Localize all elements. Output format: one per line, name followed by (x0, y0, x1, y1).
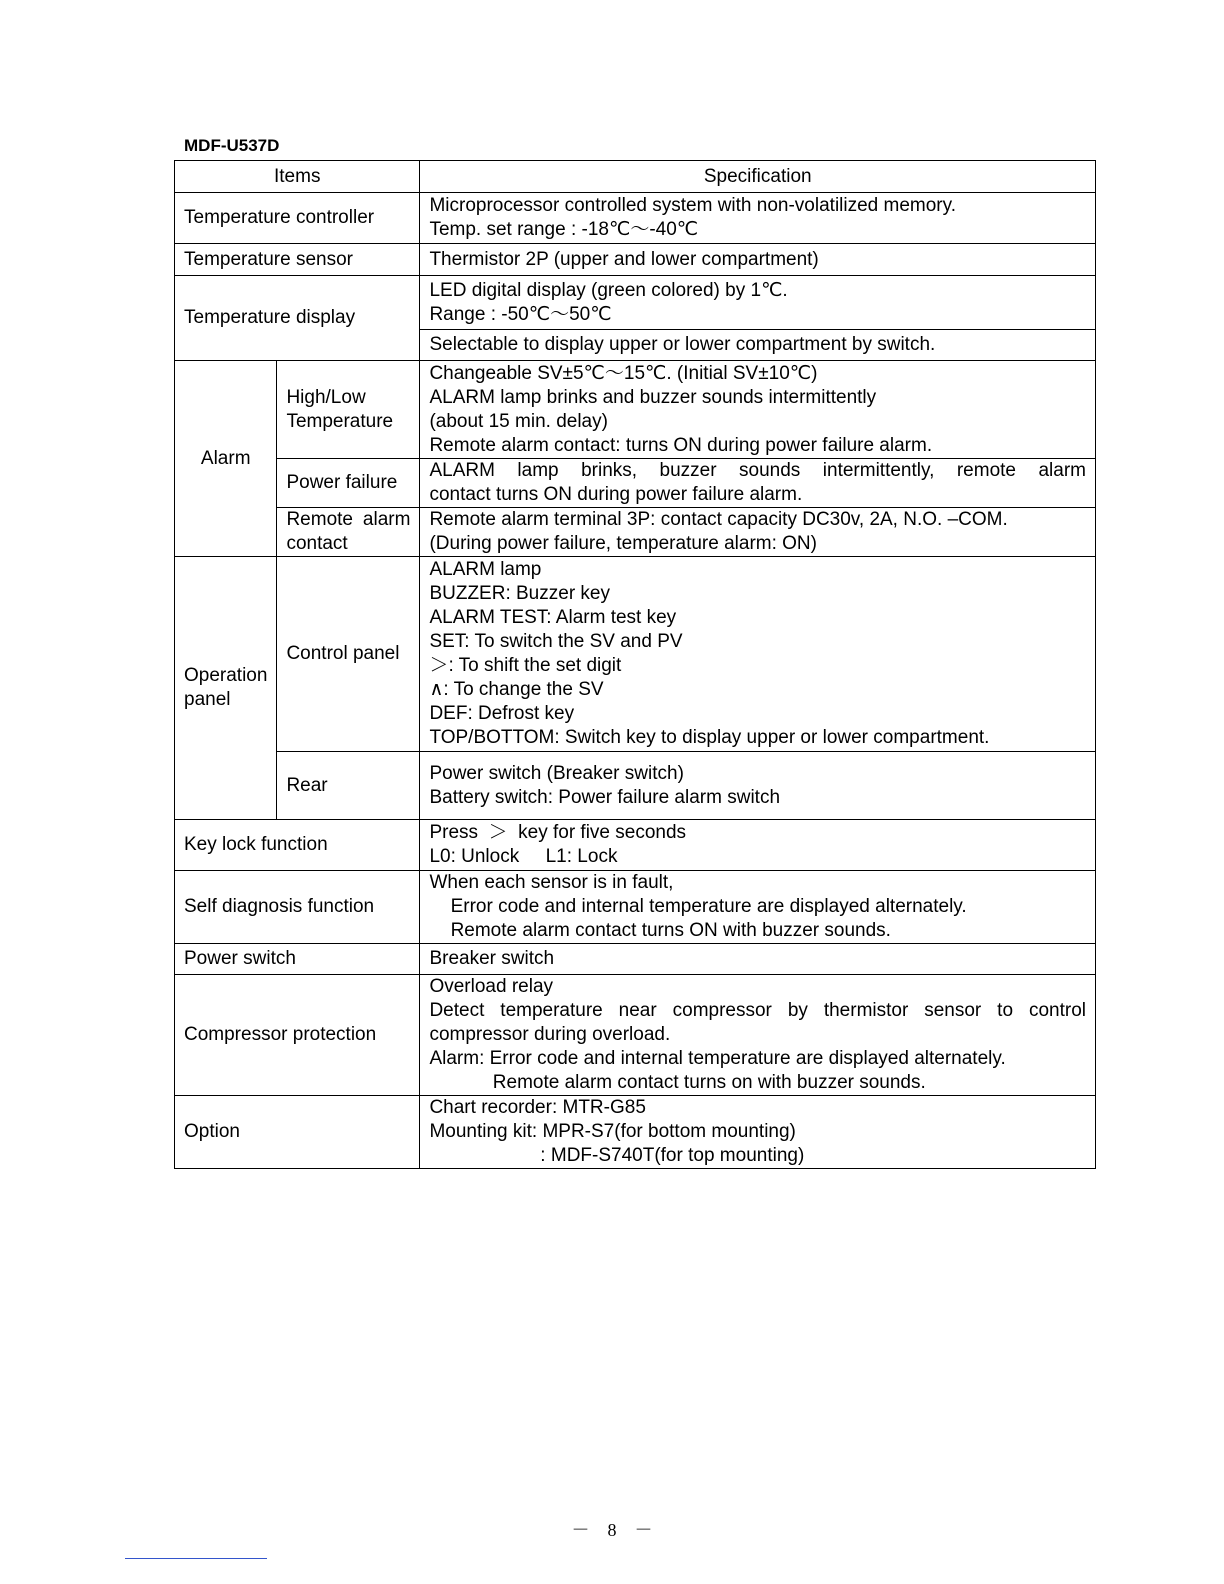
spec-line: Overload relay (429, 976, 554, 997)
row-option (175, 1096, 1096, 1169)
label-line: High/Low (286, 386, 366, 408)
table-header-row (175, 161, 1096, 193)
spec-option (420, 1096, 1096, 1169)
label-rear: Rear (277, 752, 420, 820)
spec-key-lock (420, 820, 1096, 871)
spec-line: ALARM lamp brinks and buzzer sounds intermittently (429, 386, 877, 408)
label-operation-panel (175, 557, 277, 820)
label-option: Option (175, 1096, 420, 1169)
row-key-lock (175, 820, 1096, 871)
spec-line: Changeable SV±5℃～15℃. (Initial SV±10℃) (429, 362, 818, 384)
spec-line: Press ＞ key for five seconds (429, 822, 687, 843)
label-power-switch: Power switch (175, 944, 420, 975)
spec-power-switch (420, 944, 1096, 975)
spec-compressor-protection (420, 975, 1096, 1096)
label-temperature-sensor: Temperature sensor (175, 244, 420, 276)
spec-line: Error code and internal temperature are displayed alternately. (429, 896, 967, 917)
header-items: Items (175, 161, 420, 193)
row-operation-rear (175, 752, 1096, 820)
spec-line: DEF: Defrost key (429, 703, 575, 724)
row-compressor-protection (175, 975, 1096, 1096)
label-line: contact (286, 533, 348, 554)
spec-temperature-sensor (420, 244, 1096, 276)
spec-self-diagnosis (420, 871, 1096, 944)
spec-line: : MDF-S740T(for top mounting) (429, 1145, 805, 1166)
spec-line: ALARM TEST: Alarm test key (429, 607, 677, 628)
spec-control-panel (420, 557, 1096, 752)
spec-line: Range : -50℃～50℃ (429, 303, 612, 325)
spec-line: Remote alarm contact: turns ON during power failure alarm. (429, 434, 933, 456)
label-temperature-display: Temperature display (175, 276, 420, 361)
spec-line: Power switch (Breaker switch) (429, 762, 684, 784)
spec-line: Alarm: Error code and internal temperature are displayed alternately. (429, 1048, 1006, 1069)
spec-remote-alarm-contact (420, 508, 1096, 557)
row-temperature-display (175, 276, 1096, 330)
spec-power-failure (420, 459, 1096, 508)
specification-table (174, 160, 1096, 1169)
spec-line: Chart recorder: MTR-G85 (429, 1097, 646, 1118)
spec-line: ＞: To shift the set digit (429, 655, 622, 676)
header-specification: Specification (420, 161, 1096, 193)
spec-line: Battery switch: Power failure alarm switch (429, 786, 781, 808)
spec-line: Detect temperature near compressor by thermistor sensor to control (429, 1000, 1086, 1021)
page-number: － 8 － (571, 1520, 653, 1540)
spec-line: ∧: To change the SV (429, 679, 604, 700)
spec-line: ALARM lamp (429, 559, 542, 580)
label-control-panel: Control panel (277, 557, 420, 752)
spec-high-low-temperature (420, 361, 1096, 459)
row-temperature-controller (175, 193, 1096, 244)
label-alarm: Alarm (175, 361, 277, 557)
spec-line: Thermistor 2P (upper and lower compartment) (429, 248, 819, 270)
label-temperature-controller: Temperature controller (175, 193, 420, 244)
row-operation-control-panel (175, 557, 1096, 752)
label-line: Operation (184, 665, 268, 686)
spec-line: TOP/BOTTOM: Switch key to display upper or lower compartment. (429, 727, 990, 748)
label-line: Remote alarm (286, 509, 411, 530)
spec-line: (During power failure, temperature alarm: ON) (429, 533, 817, 554)
row-alarm-high-low (175, 361, 1096, 459)
spec-line: When each sensor is in fault, (429, 872, 674, 893)
label-line: panel (184, 689, 231, 710)
label-key-lock: Key lock function (175, 820, 420, 871)
row-power-switch (175, 944, 1096, 975)
spec-temperature-controller (420, 193, 1096, 244)
spec-line: Temp. set range : -18℃～-40℃ (429, 219, 699, 240)
spec-line: Remote alarm contact turns on with buzzer sounds. (429, 1072, 926, 1093)
spec-line: ALARM lamp brinks, buzzer sounds intermittently, remote alarm (429, 460, 1086, 481)
spec-line: Selectable to display upper or lower compartment by switch. (429, 334, 936, 355)
spec-line: (about 15 min. delay) (429, 410, 608, 432)
row-self-diagnosis (175, 871, 1096, 944)
label-line: Temperature (286, 410, 394, 432)
label-compressor-protection: Compressor protection (175, 975, 420, 1096)
spec-rear (420, 752, 1096, 820)
document-title: MDF-U537D (184, 136, 280, 155)
spec-line: Microprocessor controlled system with non-volatilized memory. (429, 195, 956, 216)
row-alarm-remote-contact (175, 508, 1096, 557)
spec-line: Remote alarm contact turns ON with buzzer sounds. (429, 920, 891, 941)
spec-line: Breaker switch (429, 948, 555, 969)
row-temperature-sensor (175, 244, 1096, 276)
spec-line: compressor during overload. (429, 1024, 671, 1045)
footnote-divider (125, 1558, 267, 1559)
label-remote-alarm-contact (277, 508, 420, 557)
spec-line: SET: To switch the SV and PV (429, 631, 683, 652)
spec-line: L0: Unlock L1: Lock (429, 846, 618, 867)
label-power-failure: Power failure (277, 459, 420, 508)
label-high-low-temperature (277, 361, 420, 459)
spec-line: contact turns ON during power failure alarm. (429, 484, 803, 505)
spec-temperature-display-a (420, 276, 1096, 330)
spec-line: LED digital display (green colored) by 1℃. (429, 279, 788, 301)
row-alarm-power-failure (175, 459, 1096, 508)
label-self-diagnosis: Self diagnosis function (175, 871, 420, 944)
spec-line: Remote alarm terminal 3P: contact capacity DC30v, 2A, N.O. –COM. (429, 509, 1008, 530)
spec-line: Mounting kit: MPR-S7(for bottom mounting) (429, 1121, 796, 1142)
spec-line: BUZZER: Buzzer key (429, 583, 610, 604)
spec-temperature-display-b (420, 330, 1096, 361)
